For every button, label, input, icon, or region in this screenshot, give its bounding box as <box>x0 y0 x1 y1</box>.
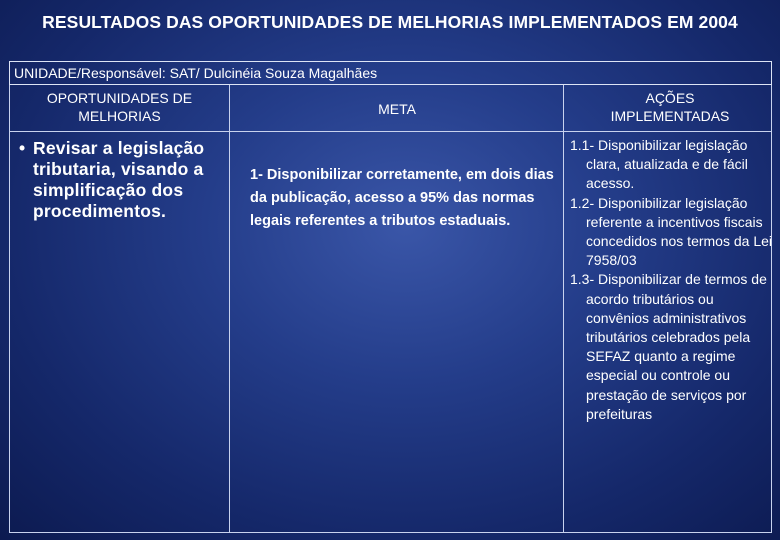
header-goal: META <box>378 101 416 117</box>
unit-responsible-bar <box>9 61 772 85</box>
bullet-glyph: • <box>19 138 26 158</box>
goal-cell <box>250 164 560 233</box>
header-opportunities: OPORTUNIDADES DE MELHORIAS <box>46 90 193 124</box>
column-divider-1 <box>229 85 230 533</box>
header-divider <box>10 131 772 132</box>
goal-text: 1- Disponibilizar corretamente, em dois dias da publicação, acesso a 95% das normas legais referentes a tributos estaduais. <box>250 167 554 229</box>
opportunity-cell <box>19 138 224 222</box>
page-title: RESULTADOS DAS OPORTUNIDADES DE MELHORIAS IMPLEMENTADOS EM 2004 <box>42 12 738 32</box>
action-item: 1.1- Disponibilizar legislação clara, atualizada e de fácil acesso. <box>570 137 748 192</box>
action-item: 1.3- Disponibilizar de termos de acordo tributários ou convênios administrativos tributários celebrados pela SEFAZ quanto a regime especial ou controle ou prestação de serviços por prefeituras <box>570 271 767 422</box>
actions-cell <box>566 136 772 424</box>
column-divider-2 <box>563 85 564 533</box>
header-actions: AÇÕES IMPLEMENTADAS <box>610 90 730 124</box>
action-item: 1.2- Disponibilizar legislação referente a incentivos fiscais concedidos nos termos da Lei 7958/03 <box>570 194 772 269</box>
unit-responsible-label: UNIDADE/Responsável: SAT/ Dulcinéia Souza Magalhães <box>14 65 378 81</box>
opportunity-text: Revisar a legislação tributaria, visando a simplificação dos procedimentos. <box>33 138 205 221</box>
